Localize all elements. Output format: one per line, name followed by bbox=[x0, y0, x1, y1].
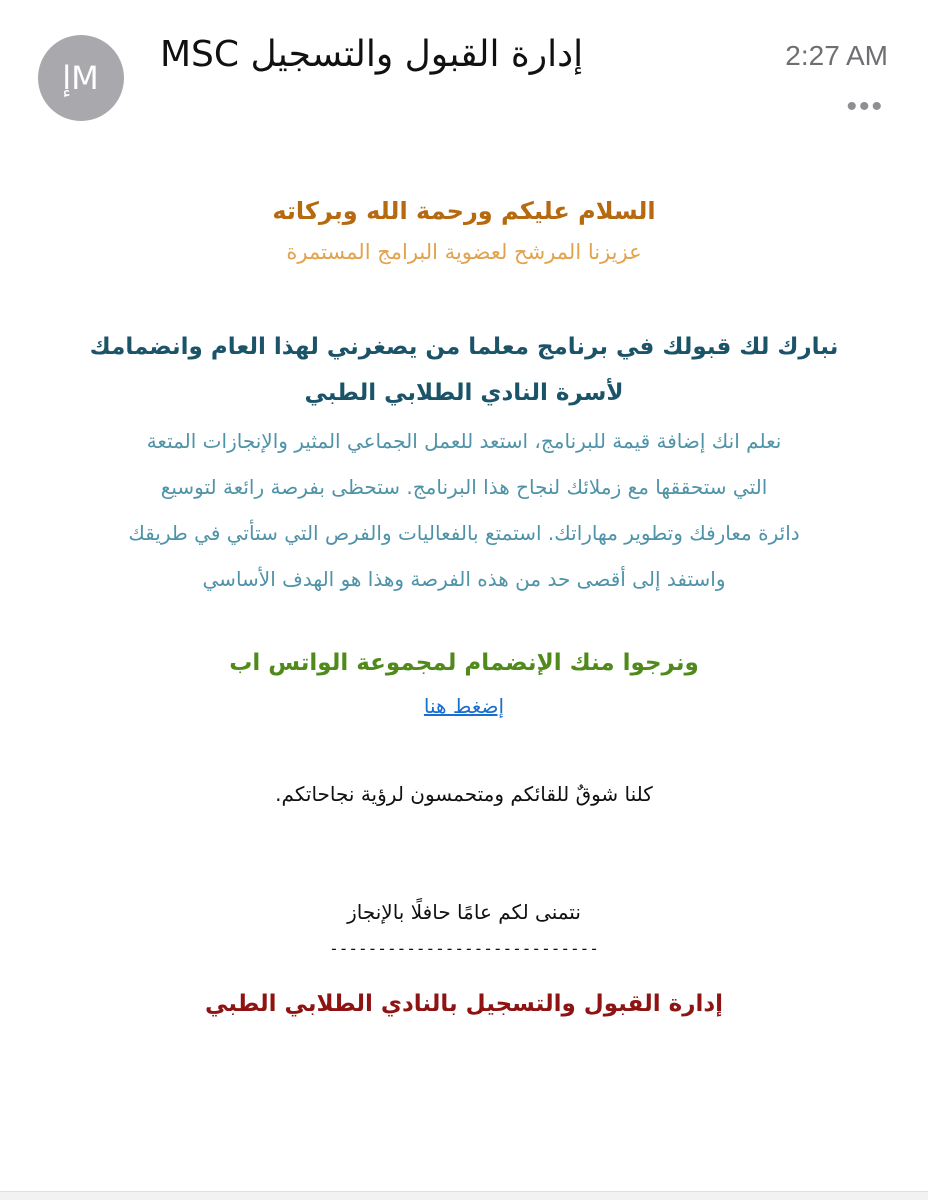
dear-candidate-text: عزيزنا المرشح لعضوية البرامج المستمرة bbox=[286, 240, 642, 264]
paragraph-line: نعلم انك إضافة قيمة للبرنامج، استعد للعمل الجماعي المثير والإنجازات المتعة bbox=[146, 429, 782, 453]
paragraph-line: واستفد إلى أقصى حد من هذه الفرصة وهذا هو الهدف الأساسي bbox=[202, 567, 726, 591]
avatar-initials: إM bbox=[62, 59, 100, 97]
paragraph-line: دائرة معارفك وتطوير مهاراتك. استمتع بالفعاليات والفرص التي ستأتي في طريقك bbox=[128, 521, 800, 545]
more-options-icon[interactable]: ••• bbox=[846, 90, 884, 123]
whatsapp-invite-text: ونرجوا منك الإنضمام لمجموعة الواتس اب bbox=[229, 650, 699, 676]
divider-line: ---------------------------- bbox=[329, 939, 599, 958]
congrats-line: لأسرة النادي الطلابي الطبي bbox=[304, 380, 624, 406]
congratulations-heading bbox=[30, 324, 898, 416]
greeting-text: السلام عليكم ورحمة الله وبركاته bbox=[272, 197, 656, 225]
signature-text: إدارة القبول والتسجيل بالنادي الطلابي الطبي bbox=[204, 991, 724, 1017]
message-body bbox=[30, 190, 898, 1024]
miss-you-text: كلنا شوقٌ للقائكم ومتحمسون لرؤية نجاحاتكم. bbox=[275, 782, 653, 806]
sender-avatar[interactable] bbox=[38, 35, 124, 121]
paragraph-line: التي ستحققها مع زملائك لنجاح هذا البرنامج. ستحظى بفرصة رائعة لتوسيع bbox=[160, 475, 768, 499]
message-time: 2:27 AM bbox=[785, 40, 888, 71]
congrats-line: نبارك لك قبولك في برنامج معلما من يصغرني لهذا العام وانضمامك bbox=[89, 334, 839, 360]
sender-name[interactable]: إدارة القبول والتسجيل MSC bbox=[160, 34, 584, 75]
click-here-link[interactable]: إضغط هنا bbox=[423, 694, 505, 718]
bottom-divider bbox=[0, 1191, 928, 1200]
wish-text: نتمنى لكم عامًا حافلًا بالإنجاز bbox=[347, 900, 581, 924]
description-paragraph bbox=[30, 418, 898, 602]
